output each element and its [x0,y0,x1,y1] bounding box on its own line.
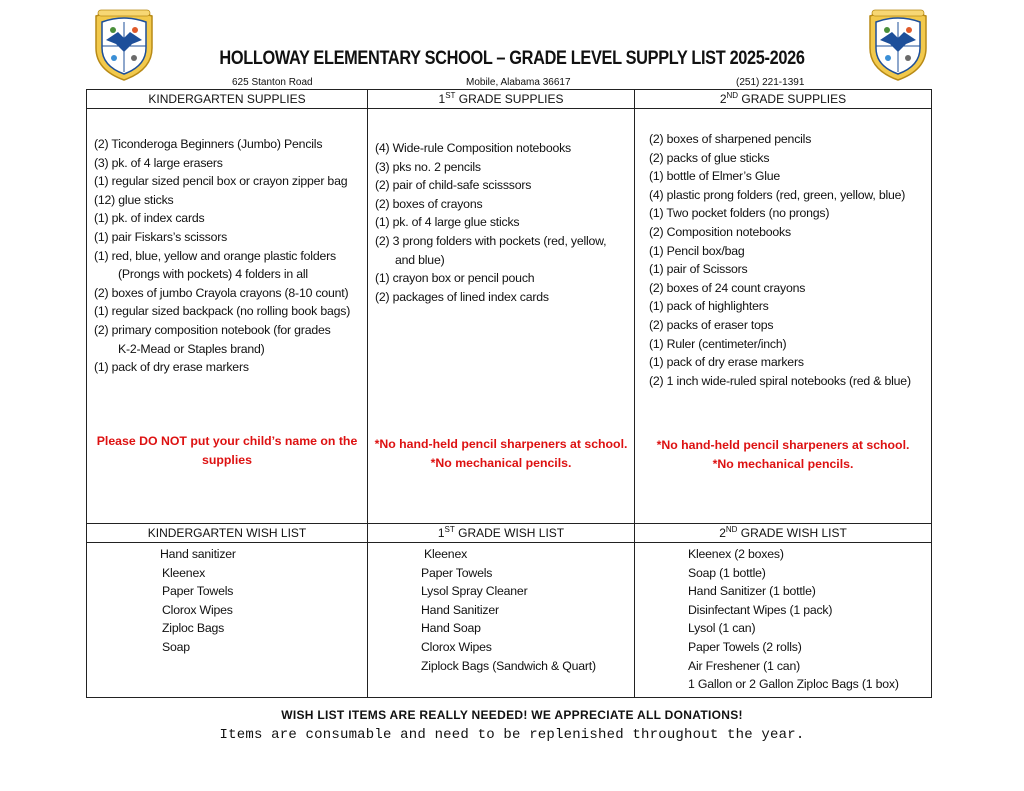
list-item: Kleenex [162,565,206,580]
list-item: (1) pack of highlighters [649,299,769,314]
list-item: (Prongs with pockets) 4 folders in all [118,267,308,282]
list-item: (2) boxes of jumbo Crayola crayons (8-10 count) [94,285,349,300]
list-item: (2) packs of glue sticks [649,150,770,165]
list-item: Soap [162,639,190,654]
list-item: Clorox Wipes [421,639,492,654]
list-item: (2) pair of child-safe scisssors [375,178,532,193]
list-item: (4) Wide-rule Composition notebooks [375,141,571,155]
list-item: (1) Two pocket folders (no prongs) [649,206,830,221]
list-item: (2) boxes of 24 count crayons [649,280,806,295]
list-item: (1) regular sized pencil box or crayon zipper bag [94,174,348,189]
list-item: (2) Ticonderoga Beginners (Jumbo) Pencils [94,137,323,151]
list-item: Clorox Wipes [162,602,233,617]
list-item: Kleenex (2 boxes) [688,547,784,561]
grade1-wishlist-cell [368,543,635,698]
list-item: (1) pk. of index cards [94,211,205,226]
list-item: Hand sanitizer [160,547,236,561]
list-item: (1) pack of dry erase markers [94,360,249,375]
grade2-supply-list [635,109,931,390]
list-item: (2) packages of lined index cards [375,289,549,304]
school-city: Mobile, Alabama 36617 [466,77,571,88]
list-item: Paper Towels [421,565,493,580]
grade1-supplies-heading: 1ST GRADE SUPPLIES [368,90,635,109]
kindergarten-supply-list [87,109,367,377]
grade1-wish-list [368,543,634,675]
list-item: Paper Towels (2 rolls) [688,639,802,654]
list-item: (2) boxes of sharpened pencils [649,132,812,146]
list-item: Lysol (1 can) [688,621,756,636]
school-crest-icon [92,8,156,84]
list-item: (3) pks no. 2 pencils [375,159,481,174]
list-item: (1) Pencil box/bag [649,243,745,258]
list-item: Hand Sanitizer (1 bottle) [688,584,816,599]
list-item: (2) 3 prong folders with pockets (red, yellow, [375,233,607,248]
kindergarten-note: Please DO NOT put your child’s name on the supplies [96,434,358,467]
list-item: and blue) [395,252,445,267]
school-address: 625 Stanton Road [232,77,313,88]
footer-donations: WISH LIST ITEMS ARE REALLY NEEDED! WE APPRECIATE ALL DONATIONS! [281,708,743,722]
grade1-supplies-cell [368,109,635,524]
list-item: Hand Sanitizer [421,602,499,617]
list-item: (2) primary composition notebook (for grades [94,322,331,337]
list-item: Paper Towels [162,584,234,599]
list-item: (2) 1 inch wide-ruled spiral notebooks (red & blue) [649,373,911,388]
grade2-wishlist-cell [635,543,932,698]
list-item: (3) pk. of 4 large erasers [94,155,223,170]
list-item: (1) Ruler (centimeter/inch) [649,336,787,351]
list-item: (2) packs of eraser tops [649,317,774,332]
grade2-wishlist-heading: 2ND GRADE WISH LIST [635,524,932,543]
footer-consumable: Items are consumable and need to be replenished throughout the year. [219,727,805,743]
page-title: HOLLOWAY ELEMENTARY SCHOOL – GRADE LEVEL SUPPLY LIST 2025-2026 [219,48,805,69]
list-item: Kleenex [424,547,468,561]
list-item: 1 Gallon or 2 Gallon Ziploc Bags (1 box) [688,677,899,692]
grade2-note: *No hand-held pencil sharpeners at school. *No mechanical pencils. [656,438,910,471]
list-item: (1) pair of Scissors [649,262,748,277]
grade2-supplies-cell [635,109,932,524]
kindergarten-supplies-cell [87,109,368,524]
list-item: Ziplock Bags (Sandwich & Quart) [421,658,596,673]
list-item: Lysol Spray Cleaner [421,584,528,599]
kindergarten-supplies-heading: KINDERGARTEN SUPPLIES [87,90,368,109]
kindergarten-wishlist-cell [87,543,368,698]
list-item: (1) pack of dry erase markers [649,355,804,370]
list-item: Disinfectant Wipes (1 pack) [688,602,833,617]
list-item: K-2-Mead or Staples brand) [118,341,265,356]
kindergarten-wish-list [87,543,367,657]
list-item: Hand Soap [421,621,481,636]
list-item: Air Freshener (1 can) [688,658,800,673]
kindergarten-wishlist-heading: KINDERGARTEN WISH LIST [87,524,368,543]
list-item: Soap (1 bottle) [688,565,766,580]
grade1-wishlist-heading: 1ST GRADE WISH LIST [368,524,635,543]
grade2-supplies-heading: 2ND GRADE SUPPLIES [635,90,932,109]
list-item: (4) plastic prong folders (red, green, yellow, blue) [649,187,906,202]
grade2-wish-list [635,543,931,694]
list-item: (12) glue sticks [94,192,174,207]
grade1-note: *No hand-held pencil sharpeners at school. *No mechanical pencils. [374,437,628,470]
list-item: (2) Composition notebooks [649,224,791,239]
supply-table [86,89,932,698]
list-item: (1) pk. of 4 large glue sticks [375,215,520,230]
school-crest-icon [866,8,930,84]
list-item: (1) regular sized backpack (no rolling book bags) [94,304,351,319]
list-item: (1) bottle of Elmer’s Glue [649,169,781,184]
list-item: (2) boxes of crayons [375,196,483,211]
list-item: Ziploc Bags [162,621,225,636]
list-item: (1) red, blue, yellow and orange plastic folders [94,248,336,263]
list-item: (1) crayon box or pencil pouch [375,271,535,286]
grade1-supply-list [368,109,634,306]
school-phone: (251) 221-1391 [736,77,805,88]
list-item: (1) pair Fiskars’s scissors [94,229,228,244]
